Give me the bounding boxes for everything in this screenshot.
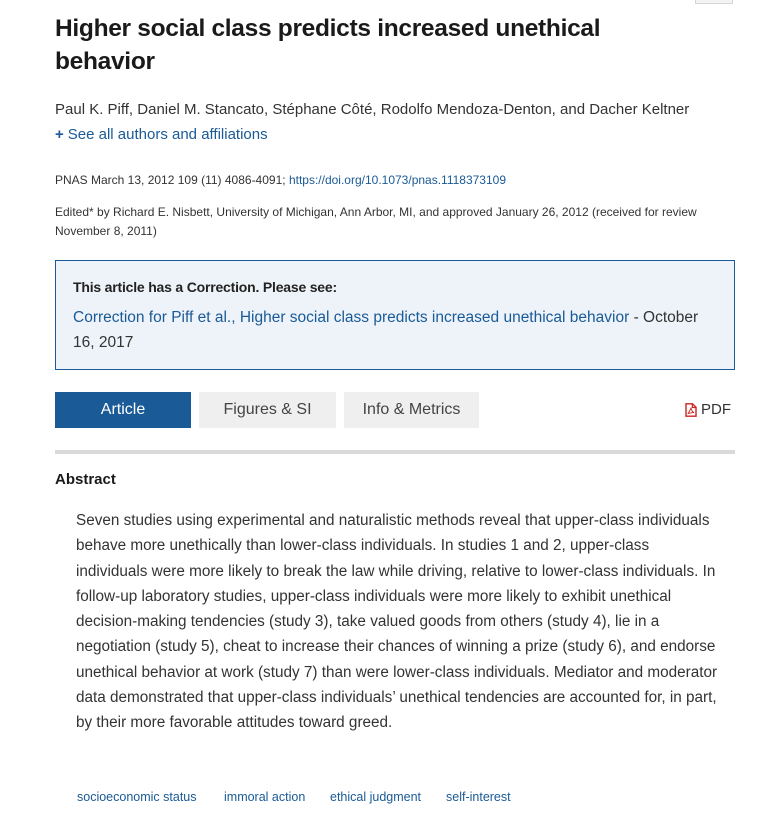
plus-icon: +	[55, 126, 64, 143]
keyword-link[interactable]: immoral action	[224, 790, 306, 804]
pdf-link[interactable]	[685, 392, 731, 428]
tab-figures-si[interactable]: Figures & SI	[199, 392, 336, 428]
citation-line	[55, 172, 506, 188]
pdf-file-icon	[685, 403, 697, 417]
keyword-link[interactable]: ethical judgment	[330, 790, 422, 804]
abstract-text: Seven studies using experimental and naturalistic methods reveal that upper-class individuals behave more unethically than lower-class individuals. In studies 1 and 2, upper-class individuals were more likely to break the law while driving, relative to lower-class individuals. In follow-up laboratory studies, upper-class individuals were more likely to exhibit unethical decision-making tendencies (study 3), take valued goods from others (study 4), lie in a negotiation (study 5), cheat to increase their chances of winning a prize (study 6), and endorse unethical behavior at work (study 7) than were lower-class individuals. Mediator and moderator data demonstrated that upper-class individuals’ unethical tendencies are accounted for, in part, by their more favorable attitudes toward greed.	[76, 512, 718, 732]
citation-text: PNAS March 13, 2012 109 (11) 4086-4091;	[55, 173, 289, 187]
abstract-heading: Abstract	[55, 471, 116, 488]
correction-notice	[55, 260, 735, 370]
correction-date: - October 16, 2017	[73, 309, 699, 351]
tab-info-metrics[interactable]: Info & Metrics	[344, 392, 479, 428]
author-list: Paul K. Piff, Daniel M. Stancato, Stéphane Côté, Rodolfo Mendoza-Denton, and Dacher Keltner	[55, 101, 690, 118]
keyword-link[interactable]: self-interest	[446, 790, 511, 804]
pdf-label: PDF	[701, 401, 731, 418]
correction-text	[73, 305, 723, 355]
correction-link[interactable]: Correction for Piff et al., Higher social class predicts increased unethical behavior	[73, 309, 630, 326]
article-title: Higher social class predicts increased unethical behavior	[55, 15, 601, 75]
top-corner-widget[interactable]	[695, 0, 733, 4]
edited-note: Edited* by Richard E. Nisbett, University of Michigan, Ann Arbor, MI, and approved January 26, 2012 (received for review November 8, 2011)	[55, 205, 697, 238]
keyword-link[interactable]: socioeconomic status	[77, 790, 197, 804]
doi-link[interactable]: https://doi.org/10.1073/pnas.1118373109	[288, 173, 507, 187]
see-all-authors-link[interactable]	[55, 125, 268, 145]
correction-heading: This article has a Correction. Please see:	[73, 279, 337, 295]
see-all-authors-label: See all authors and affiliations	[67, 126, 268, 143]
article-tabs	[55, 392, 735, 428]
tabs-divider	[55, 450, 735, 454]
tab-article[interactable]: Article	[55, 392, 191, 428]
